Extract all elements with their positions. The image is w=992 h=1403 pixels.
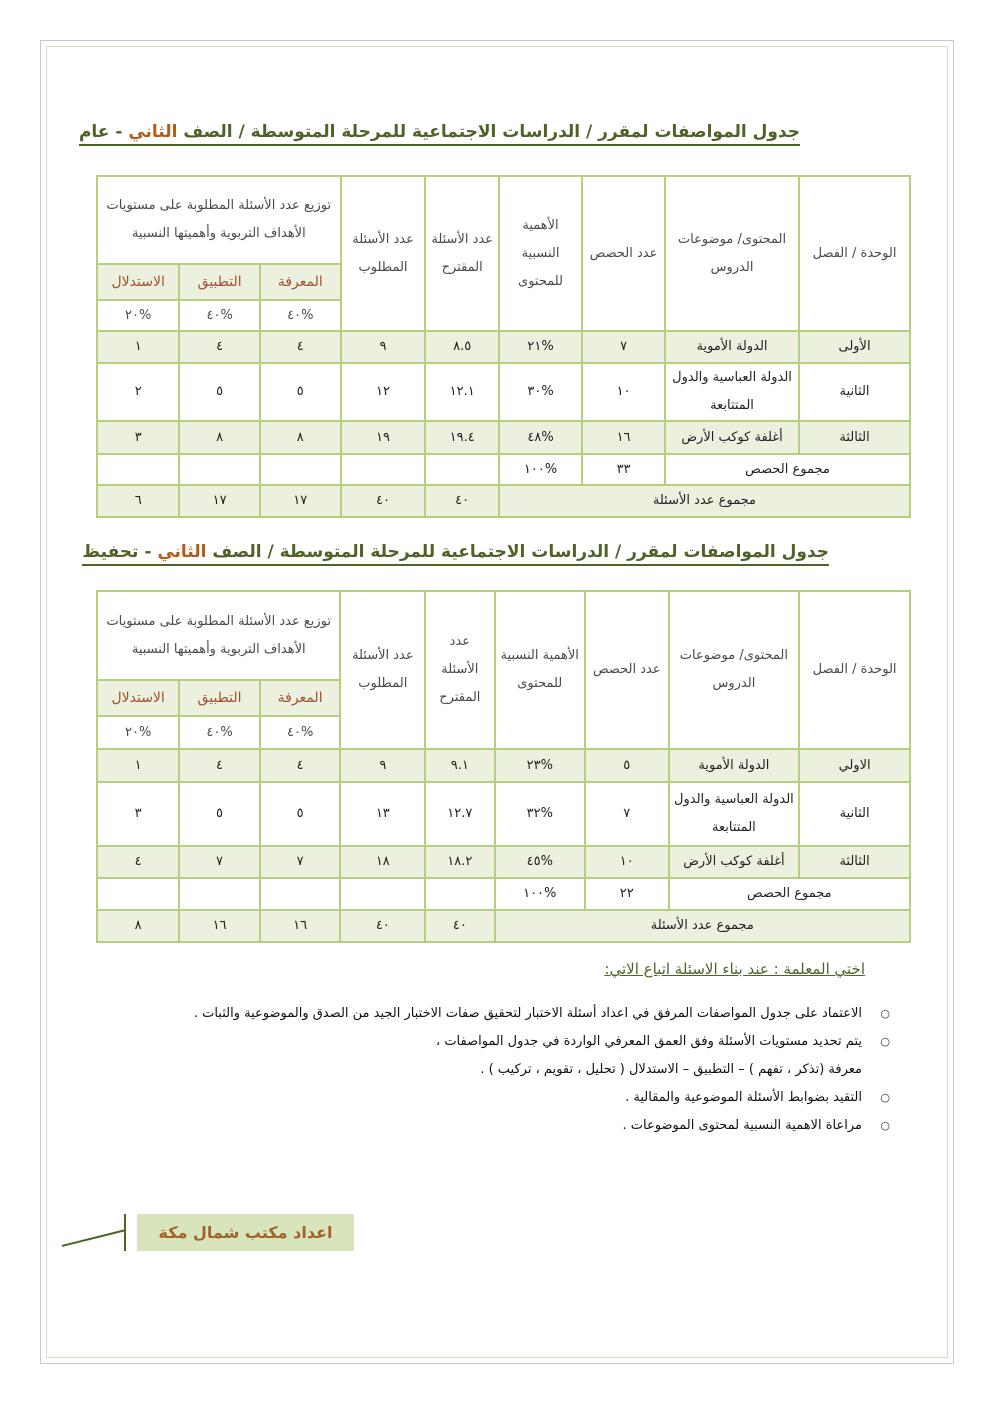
cell-a: ٤ bbox=[179, 749, 260, 782]
suggested-questions-header: عدد الأسئلة المقترح bbox=[425, 176, 499, 331]
circle-bullet-icon: ○ bbox=[880, 1035, 890, 1048]
total-periods-label: مجموع الحصص bbox=[665, 454, 910, 485]
table-row bbox=[97, 363, 910, 421]
cell-periods: ٧ bbox=[585, 782, 669, 846]
cell-suggested: ٩.١ bbox=[425, 749, 494, 782]
cell-suggested: ١٨.٢ bbox=[425, 846, 494, 878]
cell-unit: الثانية bbox=[799, 782, 910, 846]
total-required: ٤٠ bbox=[341, 485, 426, 517]
total-a: ١٦ bbox=[179, 910, 260, 942]
cell-a: ٥ bbox=[179, 363, 260, 421]
total-suggested: ٤٠ bbox=[425, 910, 494, 942]
empty-cell bbox=[260, 878, 341, 910]
total-questions-row bbox=[97, 485, 910, 517]
empty-cell bbox=[179, 878, 260, 910]
cell-k: ٥ bbox=[260, 782, 341, 846]
note-text: مراعاة الاهمية النسبية لمحتوى الموضوعات . bbox=[622, 1118, 862, 1133]
total-periods-row bbox=[97, 454, 910, 485]
total-questions-label: مجموع عدد الأسئلة bbox=[495, 910, 910, 942]
cell-importance: %٤٥ bbox=[495, 846, 585, 878]
suggested-questions-header: عدد الأسئلة المقترح bbox=[425, 591, 494, 749]
table-row bbox=[97, 331, 910, 363]
total-suggested: ٤٠ bbox=[425, 485, 499, 517]
level-header: الاستدلال bbox=[97, 264, 179, 300]
note-text: الاعتماد على جدول المواصفات المرفق في اعداد أسئلة الاختبار لتحقيق صفات الاختبار الجيد من الصدق والموضوعية والثبات . bbox=[193, 1006, 862, 1021]
title-highlight: الثاني bbox=[157, 542, 207, 562]
note-item-continuation bbox=[102, 1056, 862, 1084]
footer-divider bbox=[124, 1214, 126, 1251]
title-tail: - عام bbox=[78, 122, 129, 142]
table-1-title bbox=[79, 122, 800, 146]
cell-periods: ٧ bbox=[582, 331, 665, 363]
cell-content: أغلفة كوكب الأرض bbox=[665, 421, 799, 454]
cell-unit: الأولى bbox=[799, 331, 910, 363]
empty-cell bbox=[179, 454, 260, 485]
cell-periods: ١٠ bbox=[585, 846, 669, 878]
level-percent: %٤٠ bbox=[260, 300, 341, 331]
cell-periods: ٥ bbox=[585, 749, 669, 782]
note-item bbox=[102, 1112, 890, 1140]
title-text: جدول المواصفات لمقرر / الدراسات الاجتماعية للمرحلة المتوسطة / الصف bbox=[206, 542, 829, 562]
periods-header: عدد الحصص bbox=[585, 591, 669, 749]
empty-cell bbox=[97, 878, 179, 910]
cell-required: ١٩ bbox=[341, 421, 426, 454]
cell-unit: الثالثة bbox=[799, 846, 910, 878]
level-percent: %٢٠ bbox=[97, 716, 179, 749]
importance-header: الأهمية النسبية للمحتوى bbox=[495, 591, 585, 749]
total-required: ٤٠ bbox=[340, 910, 425, 942]
specification-table-general bbox=[96, 175, 911, 518]
cell-required: ١٢ bbox=[341, 363, 426, 421]
cell-r: ٣ bbox=[97, 421, 179, 454]
cell-content: الدولة العباسية والدول المتتابعة bbox=[665, 363, 799, 421]
cell-importance: %٣٢ bbox=[495, 782, 585, 846]
note-text: يتم تحديد مستويات الأسئلة وفق العمق المعرفي الواردة في جدول المواصفات ، bbox=[435, 1034, 862, 1049]
total-a: ١٧ bbox=[179, 485, 260, 517]
table-2-title bbox=[82, 542, 829, 566]
cell-importance: %٤٨ bbox=[499, 421, 582, 454]
cell-a: ٤ bbox=[179, 331, 260, 363]
total-periods-label: مجموع الحصص bbox=[669, 878, 910, 910]
total-importance: %١٠٠ bbox=[499, 454, 582, 485]
note-text: معرفة (تذكر ، تفهم ) – التطبيق – الاستدلال ( تحليل ، تقويم ، تركيب ) . bbox=[480, 1062, 862, 1077]
total-periods: ٢٢ bbox=[585, 878, 669, 910]
level-percent: %٢٠ bbox=[97, 300, 179, 331]
cell-r: ١ bbox=[97, 749, 179, 782]
cell-k: ٤ bbox=[260, 331, 341, 363]
cell-r: ٣ bbox=[97, 782, 179, 846]
cell-importance: %٢١ bbox=[499, 331, 582, 363]
empty-cell bbox=[341, 454, 426, 485]
cell-a: ٧ bbox=[179, 846, 260, 878]
footer-credit: اعداد مكتب شمال مكة bbox=[137, 1214, 354, 1251]
cell-unit: الاولي bbox=[799, 749, 910, 782]
level-percent: %٤٠ bbox=[179, 716, 260, 749]
specification-table-tahfeez bbox=[96, 590, 911, 943]
note-item bbox=[102, 1084, 890, 1112]
required-questions-header: عدد الأسئلة المطلوب bbox=[341, 176, 426, 331]
cell-required: ٩ bbox=[340, 749, 425, 782]
total-periods: ٣٣ bbox=[582, 454, 665, 485]
cell-k: ٨ bbox=[260, 421, 341, 454]
cell-required: ١٣ bbox=[340, 782, 425, 846]
cell-k: ٥ bbox=[260, 363, 341, 421]
note-item bbox=[102, 1028, 890, 1056]
level-header: المعرفة bbox=[260, 680, 341, 716]
required-questions-header: عدد الأسئلة المطلوب bbox=[340, 591, 425, 749]
cell-r: ٢ bbox=[97, 363, 179, 421]
level-percent: %٤٠ bbox=[179, 300, 260, 331]
level-header: التطبيق bbox=[179, 264, 260, 300]
cell-content: الدولة الأموية bbox=[669, 749, 800, 782]
cell-periods: ١٠ bbox=[582, 363, 665, 421]
unit-header: الوحدة / الفصل bbox=[799, 591, 910, 749]
cell-periods: ١٦ bbox=[582, 421, 665, 454]
cell-k: ٧ bbox=[260, 846, 341, 878]
periods-header: عدد الحصص bbox=[582, 176, 665, 331]
cell-unit: الثالثة bbox=[799, 421, 910, 454]
cell-a: ٨ bbox=[179, 421, 260, 454]
level-header: التطبيق bbox=[179, 680, 260, 716]
cell-content: الدولة الأموية bbox=[665, 331, 799, 363]
cell-r: ١ bbox=[97, 331, 179, 363]
table-row bbox=[97, 421, 910, 454]
circle-bullet-icon: ○ bbox=[880, 1119, 890, 1132]
empty-cell bbox=[260, 454, 341, 485]
total-questions-row bbox=[97, 910, 910, 942]
note-text: التقيد بضوابط الأسئلة الموضوعية والمقالية . bbox=[625, 1090, 862, 1105]
cell-required: ١٨ bbox=[340, 846, 425, 878]
cell-a: ٥ bbox=[179, 782, 260, 846]
total-k: ١٧ bbox=[260, 485, 341, 517]
content-header: المحتوى/ موضوعات الدروس bbox=[665, 176, 799, 331]
empty-cell bbox=[340, 878, 425, 910]
cell-suggested: ٨.٥ bbox=[425, 331, 499, 363]
cell-importance: %٢٣ bbox=[495, 749, 585, 782]
unit-header: الوحدة / الفصل bbox=[799, 176, 910, 331]
teacher-notes bbox=[102, 960, 890, 1140]
level-header: الاستدلال bbox=[97, 680, 179, 716]
total-r: ٨ bbox=[97, 910, 179, 942]
circle-bullet-icon: ○ bbox=[880, 1091, 890, 1104]
note-item bbox=[102, 1000, 890, 1028]
cell-suggested: ١٢.١ bbox=[425, 363, 499, 421]
distribution-header: توزيع عدد الأسئلة المطلوبة على مستويات الأهداف التربوية وأهميتها النسبية bbox=[97, 176, 341, 264]
total-periods-row bbox=[97, 878, 910, 910]
total-questions-label: مجموع عدد الأسئلة bbox=[499, 485, 910, 517]
table-row bbox=[97, 846, 910, 878]
title-highlight: الثاني bbox=[128, 122, 178, 142]
title-text: جدول المواصفات لمقرر / الدراسات الاجتماعية للمرحلة المتوسطة / الصف bbox=[177, 122, 800, 142]
notes-heading: اختي المعلمة : عند بناء الاسئلة اتباع الاتي: bbox=[604, 960, 865, 978]
cell-importance: %٣٠ bbox=[499, 363, 582, 421]
empty-cell bbox=[425, 454, 499, 485]
total-k: ١٦ bbox=[260, 910, 341, 942]
cell-suggested: ١٩.٤ bbox=[425, 421, 499, 454]
empty-cell bbox=[97, 454, 179, 485]
table-row bbox=[97, 782, 910, 846]
circle-bullet-icon: ○ bbox=[880, 1007, 890, 1020]
cell-unit: الثانية bbox=[799, 363, 910, 421]
content-header: المحتوى/ موضوعات الدروس bbox=[669, 591, 800, 749]
title-tail: - تحفيظ bbox=[82, 542, 158, 562]
cell-suggested: ١٢.٧ bbox=[425, 782, 494, 846]
cell-content: الدولة العباسية والدول المتتابعة bbox=[669, 782, 800, 846]
total-importance: %١٠٠ bbox=[495, 878, 585, 910]
total-r: ٦ bbox=[97, 485, 179, 517]
table-row bbox=[97, 749, 910, 782]
cell-content: أغلفة كوكب الأرض bbox=[669, 846, 800, 878]
cell-k: ٤ bbox=[260, 749, 341, 782]
cell-r: ٤ bbox=[97, 846, 179, 878]
level-percent: %٤٠ bbox=[260, 716, 341, 749]
distribution-header: توزيع عدد الأسئلة المطلوبة على مستويات الأهداف التربوية وأهميتها النسبية bbox=[97, 591, 340, 680]
cell-required: ٩ bbox=[341, 331, 426, 363]
empty-cell bbox=[425, 878, 494, 910]
importance-header: الأهمية النسبية للمحتوى bbox=[499, 176, 582, 331]
level-header: المعرفة bbox=[260, 264, 341, 300]
